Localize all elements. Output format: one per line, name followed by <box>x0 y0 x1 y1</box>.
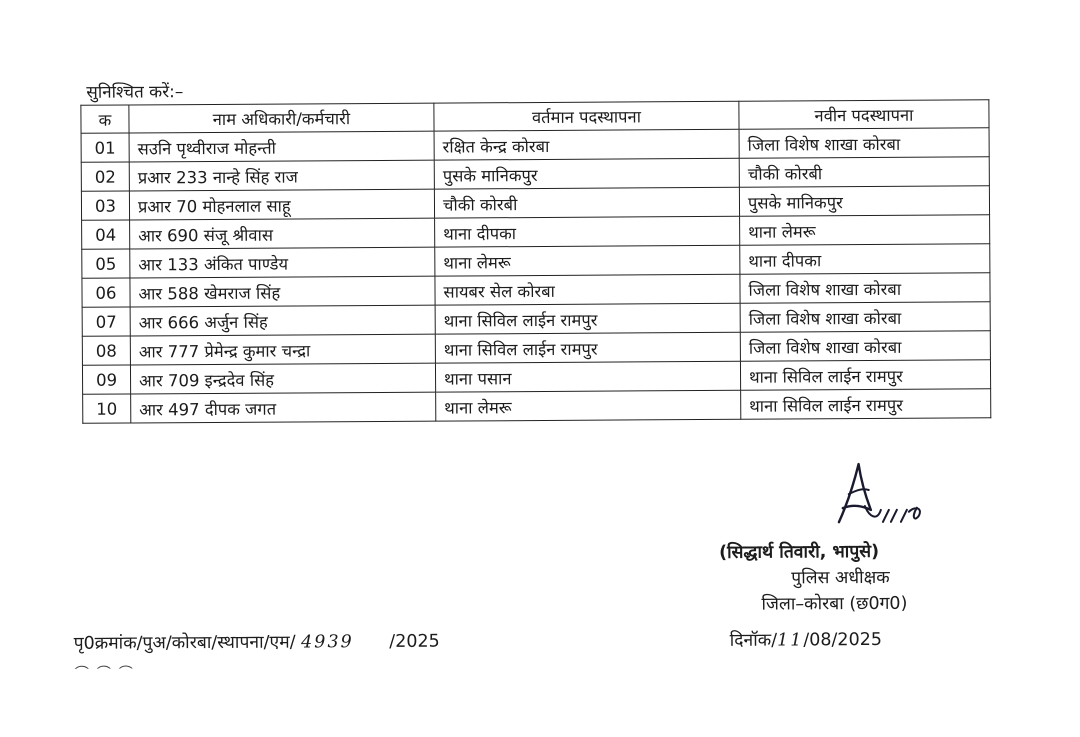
cell-name: आर 497 दीपक जगत <box>131 392 436 423</box>
cell-name: आर 133 अंकित पाण्डेय <box>130 247 435 278</box>
cell-new-posting: चौकी कोरबी <box>739 157 989 188</box>
cell-new-posting: थाना सिविल लाईन रामपुर <box>740 360 990 391</box>
cell-name: आर 709 इन्द्रदेव सिंह <box>130 363 435 394</box>
cell-current-posting: सायबर सेल कोरबा <box>435 274 740 305</box>
cell-name: प्रआर 70 मोहनलाल साहू <box>129 189 434 220</box>
cell-current-posting: थाना लेमरू <box>436 390 741 421</box>
cell-current-posting: थाना पसान <box>435 361 740 392</box>
cell-new-posting: थाना दीपका <box>740 244 990 275</box>
cell-current-posting: पुसके मानिकपुर <box>434 158 739 189</box>
cell-new-posting: थाना लेमरू <box>740 215 990 246</box>
cell-serial: 07 <box>82 307 130 336</box>
officer-name: (सिद्धार्थ तिवारी, भापुसे) <box>719 541 880 563</box>
header-current-posting: वर्तमान पदस्थापना <box>434 101 739 131</box>
officer-designation: पुलिस अधीक्षक <box>791 567 890 589</box>
header-name: नाम अधिकारी/कर्मचारी <box>129 103 434 133</box>
cell-current-posting: रक्षित केन्द्र कोरबा <box>434 129 739 160</box>
cell-current-posting: थाना सिविल लाईन रामपुर <box>435 303 740 334</box>
cell-new-posting: थाना सिविल लाईन रामपुर <box>741 389 991 420</box>
cell-name: सउनि पृथ्वीराज मोहन्ती <box>129 131 434 162</box>
order-date <box>730 627 882 654</box>
header-new-posting: नवीन पदस्थापना <box>739 100 989 130</box>
cut-off-next-line <box>74 662 154 668</box>
cell-new-posting: जिला विशेष शाखा कोरबा <box>740 331 990 362</box>
cell-serial: 03 <box>81 191 129 220</box>
cell-new-posting: जिला विशेष शाखा कोरबा <box>740 302 990 333</box>
cell-new-posting: पुसके मानिकपुर <box>739 186 989 217</box>
cell-new-posting: जिला विशेष शाखा कोरबा <box>739 128 989 159</box>
date-rest: /08/2025 <box>803 629 883 651</box>
intro-text: सुनिश्चित करें:– <box>86 82 184 103</box>
cell-name: आर 666 अर्जुन सिंह <box>130 305 435 336</box>
cell-serial: 02 <box>81 162 129 191</box>
cell-new-posting: जिला विशेष शाखा कोरबा <box>740 273 990 304</box>
date-prefix: दिनॉक/ <box>729 630 778 651</box>
header-serial: क <box>81 105 129 133</box>
reference-handwritten-number: 4939 <box>301 632 354 653</box>
cell-current-posting: थाना लेमरू <box>435 245 740 276</box>
cell-serial: 01 <box>81 133 129 162</box>
handwritten-signature <box>819 460 929 533</box>
reference-year: /2025 <box>389 631 440 652</box>
cell-name: प्रआर 233 नान्हे सिंह राज <box>129 160 434 191</box>
cell-name: आर 690 संजू श्रीवास <box>130 218 435 249</box>
cell-serial: 10 <box>83 394 131 423</box>
date-day: 11 <box>777 630 804 651</box>
cell-name: आर 588 खेमराज सिंह <box>130 276 435 307</box>
cell-serial: 09 <box>82 365 130 394</box>
reference-number <box>74 629 440 655</box>
cell-serial: 04 <box>82 220 130 249</box>
cell-serial: 06 <box>82 278 130 307</box>
cell-name: आर 777 प्रेमेन्द्र कुमार चन्द्रा <box>130 334 435 365</box>
table-row <box>83 389 991 424</box>
transfer-table <box>80 99 991 424</box>
cell-current-posting: थाना दीपका <box>435 216 740 247</box>
officer-district: जिला–कोरबा (छ0ग0) <box>761 593 908 615</box>
cell-current-posting: थाना सिविल लाईन रामपुर <box>435 332 740 363</box>
cell-serial: 05 <box>82 249 130 278</box>
cell-current-posting: चौकी कोरबी <box>434 187 739 218</box>
cell-serial: 08 <box>82 336 130 365</box>
signature-block <box>701 538 991 651</box>
reference-prefix: पृ0क्रमांक/पुअ/कोरबा/स्थापना/एम/ <box>73 632 296 654</box>
